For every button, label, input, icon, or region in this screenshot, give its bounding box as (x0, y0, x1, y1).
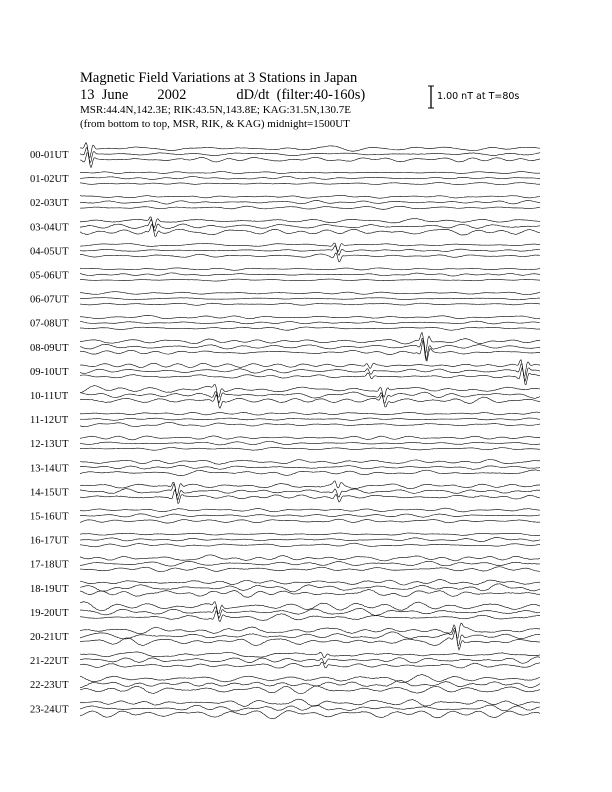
trace-msr (80, 253, 540, 262)
row-label: 07-08UT (30, 318, 69, 330)
trace-msr (80, 567, 540, 572)
trace-kag (80, 555, 540, 561)
trace-rik (80, 321, 540, 324)
row-label: 03-04UT (30, 222, 69, 234)
trace-msr (80, 153, 540, 168)
trace-msr (80, 340, 540, 361)
trace-rik (80, 364, 540, 381)
trace-msr (80, 490, 540, 504)
trace-rik (80, 561, 540, 566)
trace-msr (80, 224, 540, 236)
chart-title: Magnetic Field Variations at 3 Stations in Japan (80, 70, 358, 86)
trace-kag (80, 143, 540, 158)
row-label: 20-21UT (30, 632, 69, 643)
trace-kag (80, 699, 540, 706)
trace-kag (80, 292, 540, 295)
trace-rik (80, 338, 540, 360)
trace-kag (80, 268, 540, 270)
row-label: 08-09UT (30, 342, 69, 354)
row-label: 15-16UT (30, 511, 69, 523)
trace-kag (80, 332, 540, 352)
trace-msr (80, 662, 540, 668)
trace-rik (80, 200, 540, 204)
row-label: 04-05UT (30, 246, 69, 258)
trace-msr (80, 422, 540, 426)
trace-kag (80, 412, 540, 415)
trace-msr (80, 519, 540, 523)
row-label: 23-24UT (30, 704, 69, 716)
trace-kag (80, 652, 540, 658)
row-label: 21-22UT (30, 656, 69, 668)
row-label: 17-18UT (30, 559, 69, 571)
trace-kag (80, 172, 540, 174)
trace-rik (80, 584, 540, 592)
trace-msr (80, 279, 540, 281)
trace-msr (80, 206, 540, 209)
row-label: 16-17UT (30, 535, 69, 547)
scale-bar-label: 1.00 nT at T=80s (437, 91, 520, 102)
row-label: 10-11UT (30, 391, 69, 402)
trace-rik (80, 273, 540, 276)
row-label: 00-01UT (30, 150, 69, 161)
trace-kag (80, 360, 540, 377)
trace-rik (80, 657, 540, 664)
trace-msr (80, 686, 540, 694)
row-label: 12-13UT (30, 439, 69, 451)
row-label: 14-15UT (30, 487, 69, 499)
trace-rik (80, 537, 540, 541)
row-label: 11-12UT (30, 415, 69, 427)
row-label: 22-23UT (30, 680, 69, 692)
trace-rik (80, 418, 540, 420)
row-label: 13-14UT (30, 463, 69, 475)
row-label: 05-06UT (30, 270, 69, 282)
row-label: 01-02UT (30, 174, 69, 186)
trace-msr (80, 327, 540, 330)
row-label: 06-07UT (30, 294, 69, 306)
trace-msr (80, 183, 540, 185)
date-label: 13 June 2002 (80, 87, 187, 103)
trace-rik (80, 441, 540, 445)
trace-rik (80, 147, 540, 163)
trace-kag (80, 315, 540, 318)
trace-msr (80, 630, 540, 649)
trace-kag (80, 217, 540, 228)
trace-msr (80, 589, 540, 597)
trace-kag (80, 533, 540, 536)
trace-kag (80, 384, 540, 397)
trace-msr (80, 543, 540, 547)
trace-kag (80, 195, 540, 198)
trace-msr (80, 470, 540, 476)
row-label: 09-10UT (30, 366, 69, 378)
row-label: 18-19UT (30, 583, 69, 595)
trace-msr (80, 303, 540, 305)
trace-kag (80, 508, 540, 512)
quantity-label: dD/dt (filter:40-160s) (236, 87, 366, 103)
row-label: 02-03UT (30, 198, 69, 210)
trace-msr (80, 447, 540, 450)
station-order-note: (from bottom to top, MSR, RIK, & KAG) midnight=1500UT (80, 118, 350, 130)
trace-kag (80, 436, 540, 440)
trace-rik (80, 176, 540, 179)
trace-kag (80, 602, 540, 614)
trace-rik (80, 246, 540, 255)
trace-msr (80, 711, 540, 719)
trace-rik (80, 607, 540, 618)
trace-rik (80, 680, 540, 687)
station-coordinates: MSR:44.4N,142.3E; RIK:43.5N,143.8E; KAG:31.5N,130.7E (80, 104, 352, 116)
trace-kag (80, 459, 540, 464)
trace-rik (80, 705, 540, 711)
trace-rik (80, 298, 540, 300)
trace-kag (80, 481, 540, 496)
trace-rik (80, 514, 540, 517)
row-label: 19-20UT (30, 607, 69, 619)
trace-kag (80, 579, 540, 585)
trace-kag (80, 675, 540, 683)
trace-rik (80, 465, 540, 469)
hourly-rows (30, 143, 540, 719)
